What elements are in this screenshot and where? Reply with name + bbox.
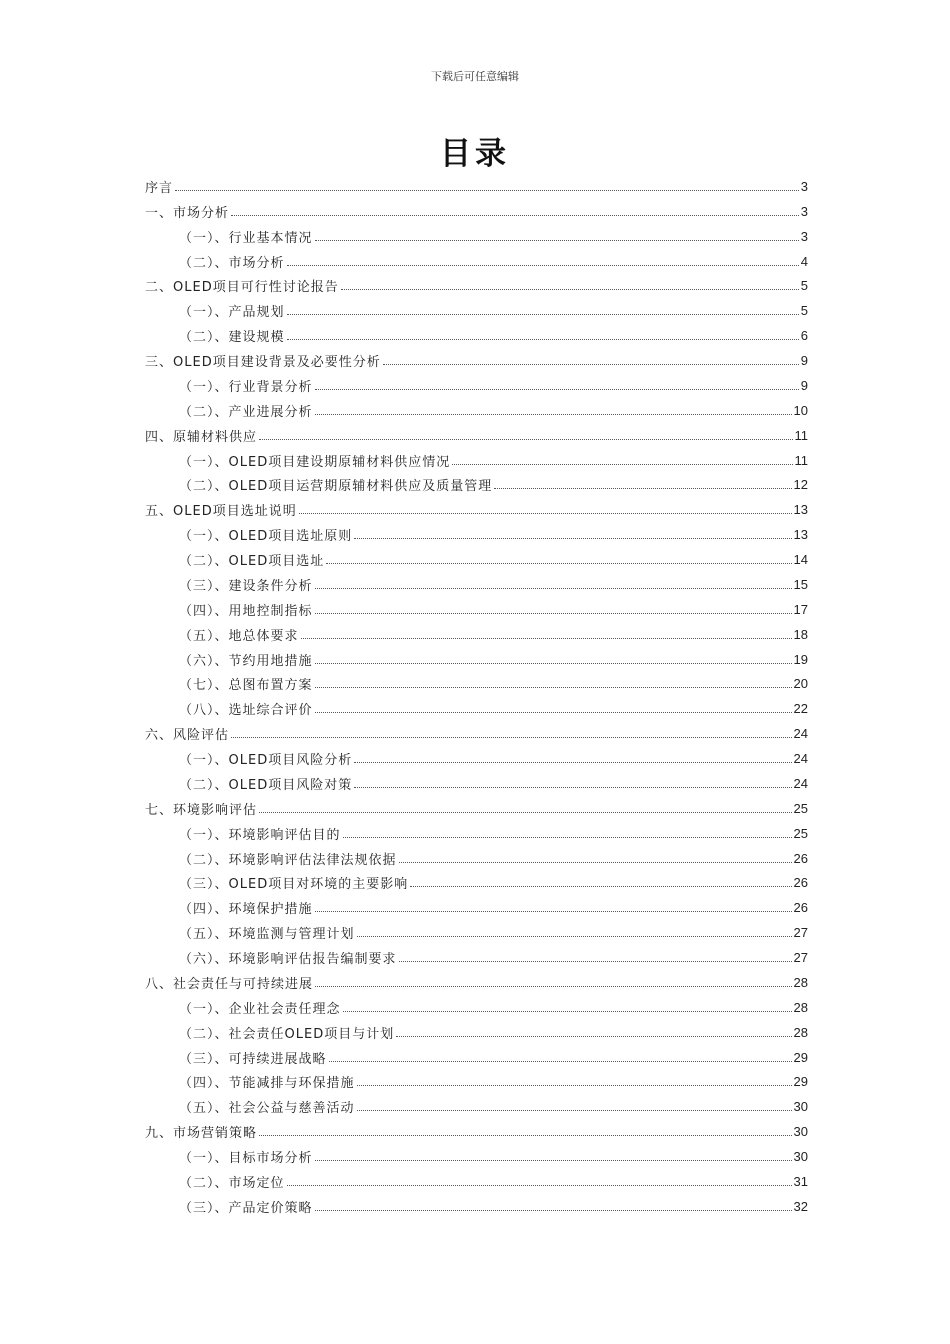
toc-dot-leader (343, 999, 792, 1012)
toc-entry-page: 9 (800, 377, 808, 393)
toc-entry[interactable] (145, 895, 808, 920)
toc-entry[interactable] (145, 1020, 808, 1045)
toc-entry-page: 11 (794, 427, 808, 443)
toc-entry[interactable] (145, 174, 808, 199)
toc-entry-label: （二）、社会责任OLED项目与计划 (179, 1026, 395, 1042)
toc-dot-leader (357, 1098, 792, 1111)
toc-entry[interactable] (145, 970, 808, 995)
toc-dot-leader (399, 850, 792, 863)
toc-entry-page: 32 (793, 1198, 808, 1214)
toc-entry-page: 24 (793, 775, 808, 791)
toc-entry-page: 24 (793, 751, 808, 767)
toc-entry[interactable] (145, 846, 808, 871)
toc-entry[interactable] (145, 622, 808, 647)
toc-entry-page: 14 (793, 552, 808, 568)
toc-entry[interactable] (145, 448, 808, 473)
toc-entry-label: （五）、社会公益与慈善活动 (179, 1101, 355, 1117)
toc-entry-label: （一）、行业背景分析 (179, 379, 313, 395)
toc-dot-leader (357, 1073, 792, 1086)
toc-entry-label: （二）、OLED项目运营期原辅材料供应及质量管理 (179, 479, 493, 495)
toc-entry-page: 27 (793, 950, 808, 966)
toc-entry-page: 17 (793, 601, 808, 617)
toc-dot-leader (383, 352, 799, 365)
toc-dot-leader (341, 277, 799, 290)
toc-dot-leader (354, 750, 791, 763)
toc-dot-leader (315, 1198, 792, 1211)
toc-dot-leader (315, 899, 792, 912)
toc-entry[interactable] (145, 249, 808, 274)
toc-entry-label: （二）、建设规模 (179, 330, 285, 346)
toc-dot-leader (315, 601, 792, 614)
toc-entry[interactable] (145, 497, 808, 522)
toc-entry-page: 3 (800, 228, 808, 244)
toc-entry-label: （六）、环境影响评估报告编制要求 (179, 952, 397, 968)
toc-entry[interactable] (145, 348, 808, 373)
toc-dot-leader (315, 974, 792, 987)
toc-dot-leader (231, 203, 799, 216)
toc-entry[interactable] (145, 1194, 808, 1219)
toc-entry-label: 五、OLED项目选址说明 (145, 504, 297, 520)
toc-entry-page: 26 (793, 900, 808, 916)
toc-entry-label: （五）、环境监测与管理计划 (179, 927, 355, 943)
toc-entry[interactable] (145, 323, 808, 348)
toc-dot-leader (452, 452, 792, 465)
toc-entry[interactable] (145, 1119, 808, 1144)
toc-entry[interactable] (145, 373, 808, 398)
toc-dot-leader (315, 576, 792, 589)
toc-dot-leader (315, 402, 792, 415)
toc-entry-label: （三）、产品定价策略 (179, 1200, 313, 1216)
toc-entry[interactable] (145, 721, 808, 746)
toc-entry[interactable] (145, 647, 808, 672)
toc-entry-label: 二、OLED项目可行性讨论报告 (145, 280, 339, 296)
toc-entry[interactable] (145, 224, 808, 249)
toc-dot-leader (315, 675, 792, 688)
toc-dot-leader (315, 228, 799, 241)
toc-entry-label: 九、市场营销策略 (145, 1126, 258, 1142)
toc-entry[interactable] (145, 298, 808, 323)
toc-dot-leader (315, 700, 792, 713)
toc-entry-label: （三）、可持续进展战略 (179, 1051, 327, 1067)
toc-entry-label: （二）、产业进展分析 (179, 404, 313, 420)
toc-dot-leader (329, 1049, 792, 1062)
toc-entry-page: 13 (793, 527, 808, 543)
toc-entry-page: 6 (800, 328, 808, 344)
toc-entry-page: 3 (800, 178, 808, 194)
toc-entry[interactable] (145, 945, 808, 970)
toc-entry-label: （三）、建设条件分析 (179, 578, 313, 594)
toc-entry-page: 24 (793, 726, 808, 742)
toc-entry-label: （一）、OLED项目风险分析 (179, 753, 353, 769)
toc-entry-label: （二）、OLED项目风险对策 (179, 777, 353, 793)
toc-entry-label: 三、OLED项目建设背景及必要性分析 (145, 355, 381, 371)
toc-entry[interactable] (145, 821, 808, 846)
toc-entry-label: 一、市场分析 (145, 205, 230, 221)
toc-dot-leader (287, 1173, 792, 1186)
toc-entry-label: （五）、地总体要求 (179, 628, 299, 644)
toc-dot-leader (259, 800, 792, 813)
toc-entry-page: 28 (793, 1024, 808, 1040)
toc-entry[interactable] (145, 473, 808, 498)
toc-dot-leader (175, 178, 799, 191)
toc-entry-page: 27 (793, 925, 808, 941)
toc-entry-page: 4 (800, 253, 808, 269)
toc-entry-page: 12 (793, 477, 808, 493)
toc-entry[interactable] (145, 1045, 808, 1070)
toc-entry-label: （一）、企业社会责任理念 (179, 1001, 341, 1017)
toc-dot-leader (354, 526, 791, 539)
toc-entry-label: 八、社会责任与可持续进展 (145, 976, 314, 992)
toc-entry[interactable] (145, 771, 808, 796)
toc-entry-page: 18 (793, 626, 808, 642)
toc-entry-label: 六、风险评估 (145, 728, 230, 744)
toc-entry[interactable] (145, 547, 808, 572)
toc-entry[interactable] (145, 199, 808, 224)
toc-entry-label: （二）、OLED项目选址 (179, 554, 325, 570)
toc-entry-label: （六）、节约用地措施 (179, 653, 313, 669)
toc-entry[interactable] (145, 746, 808, 771)
toc-dot-leader (287, 327, 799, 340)
toc-entry-page: 22 (793, 701, 808, 717)
toc-entry[interactable] (145, 274, 808, 299)
toc-entry-label: （二）、环境影响评估法律法规依据 (179, 852, 397, 868)
toc-entry-label: （四）、用地控制指标 (179, 603, 313, 619)
toc-entry[interactable] (145, 995, 808, 1020)
toc-dot-leader (287, 253, 799, 266)
toc-entry-label: 七、环境影响评估 (145, 802, 258, 818)
toc-entry[interactable] (145, 1144, 808, 1169)
toc-entry-page: 15 (793, 576, 808, 592)
toc-entry-label: （一）、OLED项目选址原则 (179, 529, 353, 545)
toc-entry-page: 11 (794, 452, 808, 468)
toc-entry-page: 20 (793, 676, 808, 692)
toc-dot-leader (354, 775, 791, 788)
toc-entry-page: 29 (793, 1074, 808, 1090)
toc-entry-page: 25 (793, 825, 808, 841)
toc-dot-leader (399, 949, 792, 962)
toc-entry-page: 30 (793, 1099, 808, 1115)
toc-entry-page: 3 (800, 203, 808, 219)
toc-dot-leader (494, 476, 791, 489)
toc-entry[interactable] (145, 1169, 808, 1194)
toc-entry-page: 5 (800, 278, 808, 294)
toc-entry[interactable] (145, 572, 808, 597)
toc-dot-leader (315, 377, 799, 390)
toc-entry-page: 25 (793, 800, 808, 816)
toc-dot-leader (259, 1123, 792, 1136)
toc-dot-leader (326, 551, 791, 564)
toc-entry-label: （七）、总图布置方案 (179, 678, 313, 694)
toc-dot-leader (315, 1148, 792, 1161)
toc-entry-label: （一）、OLED项目建设期原辅材料供应情况 (179, 454, 451, 470)
toc-dot-leader (315, 651, 792, 664)
toc-entry-label: （二）、市场分析 (179, 255, 285, 271)
toc-dot-leader (396, 1024, 791, 1037)
table-of-contents (145, 174, 808, 1219)
toc-entry[interactable] (145, 522, 808, 547)
toc-entry-page: 28 (793, 999, 808, 1015)
toc-entry-page: 30 (793, 1149, 808, 1165)
toc-dot-leader (410, 874, 791, 887)
toc-entry-page: 31 (793, 1173, 808, 1189)
toc-entry-label: （一）、产品规划 (179, 305, 285, 321)
toc-entry-label: （三）、OLED项目对环境的主要影响 (179, 877, 409, 893)
toc-dot-leader (357, 924, 792, 937)
toc-entry[interactable] (145, 920, 808, 945)
toc-entry-label: （一）、环境影响评估目的 (179, 827, 341, 843)
toc-dot-leader (231, 725, 792, 738)
toc-entry-label: （一）、行业基本情况 (179, 230, 313, 246)
toc-dot-leader (287, 302, 799, 315)
header-note: 下载后可任意编辑 (431, 70, 519, 83)
toc-dot-leader (259, 427, 792, 440)
toc-entry-page: 10 (793, 402, 808, 418)
toc-entry-page: 30 (793, 1124, 808, 1140)
toc-entry-label: （四）、节能减排与环保措施 (179, 1076, 355, 1092)
toc-entry-page: 26 (793, 875, 808, 891)
toc-entry-page: 26 (793, 850, 808, 866)
toc-dot-leader (301, 626, 792, 639)
toc-entry-page: 28 (793, 974, 808, 990)
toc-dot-leader (343, 825, 792, 838)
toc-entry-label: （四）、环境保护措施 (179, 902, 313, 918)
toc-entry-label: 序言 (145, 180, 174, 196)
toc-entry[interactable] (145, 1070, 808, 1095)
toc-entry-page: 5 (800, 303, 808, 319)
toc-entry-label: （一）、目标市场分析 (179, 1151, 313, 1167)
toc-entry-page: 9 (800, 353, 808, 369)
toc-entry-page: 19 (793, 651, 808, 667)
toc-entry-page: 13 (793, 502, 808, 518)
toc-entry[interactable] (145, 1094, 808, 1119)
toc-entry-page: 29 (793, 1049, 808, 1065)
toc-title: 目录 (440, 136, 510, 172)
toc-entry[interactable] (145, 597, 808, 622)
toc-entry[interactable] (145, 672, 808, 697)
toc-entry[interactable] (145, 398, 808, 423)
toc-entry[interactable] (145, 796, 808, 821)
toc-entry-label: （八）、选址综合评价 (179, 703, 313, 719)
toc-dot-leader (299, 501, 792, 514)
toc-entry[interactable] (145, 871, 808, 896)
toc-entry-label: （二）、市场定位 (179, 1175, 285, 1191)
toc-entry[interactable] (145, 696, 808, 721)
toc-entry[interactable] (145, 423, 808, 448)
toc-entry-label: 四、原辅材料供应 (145, 429, 258, 445)
